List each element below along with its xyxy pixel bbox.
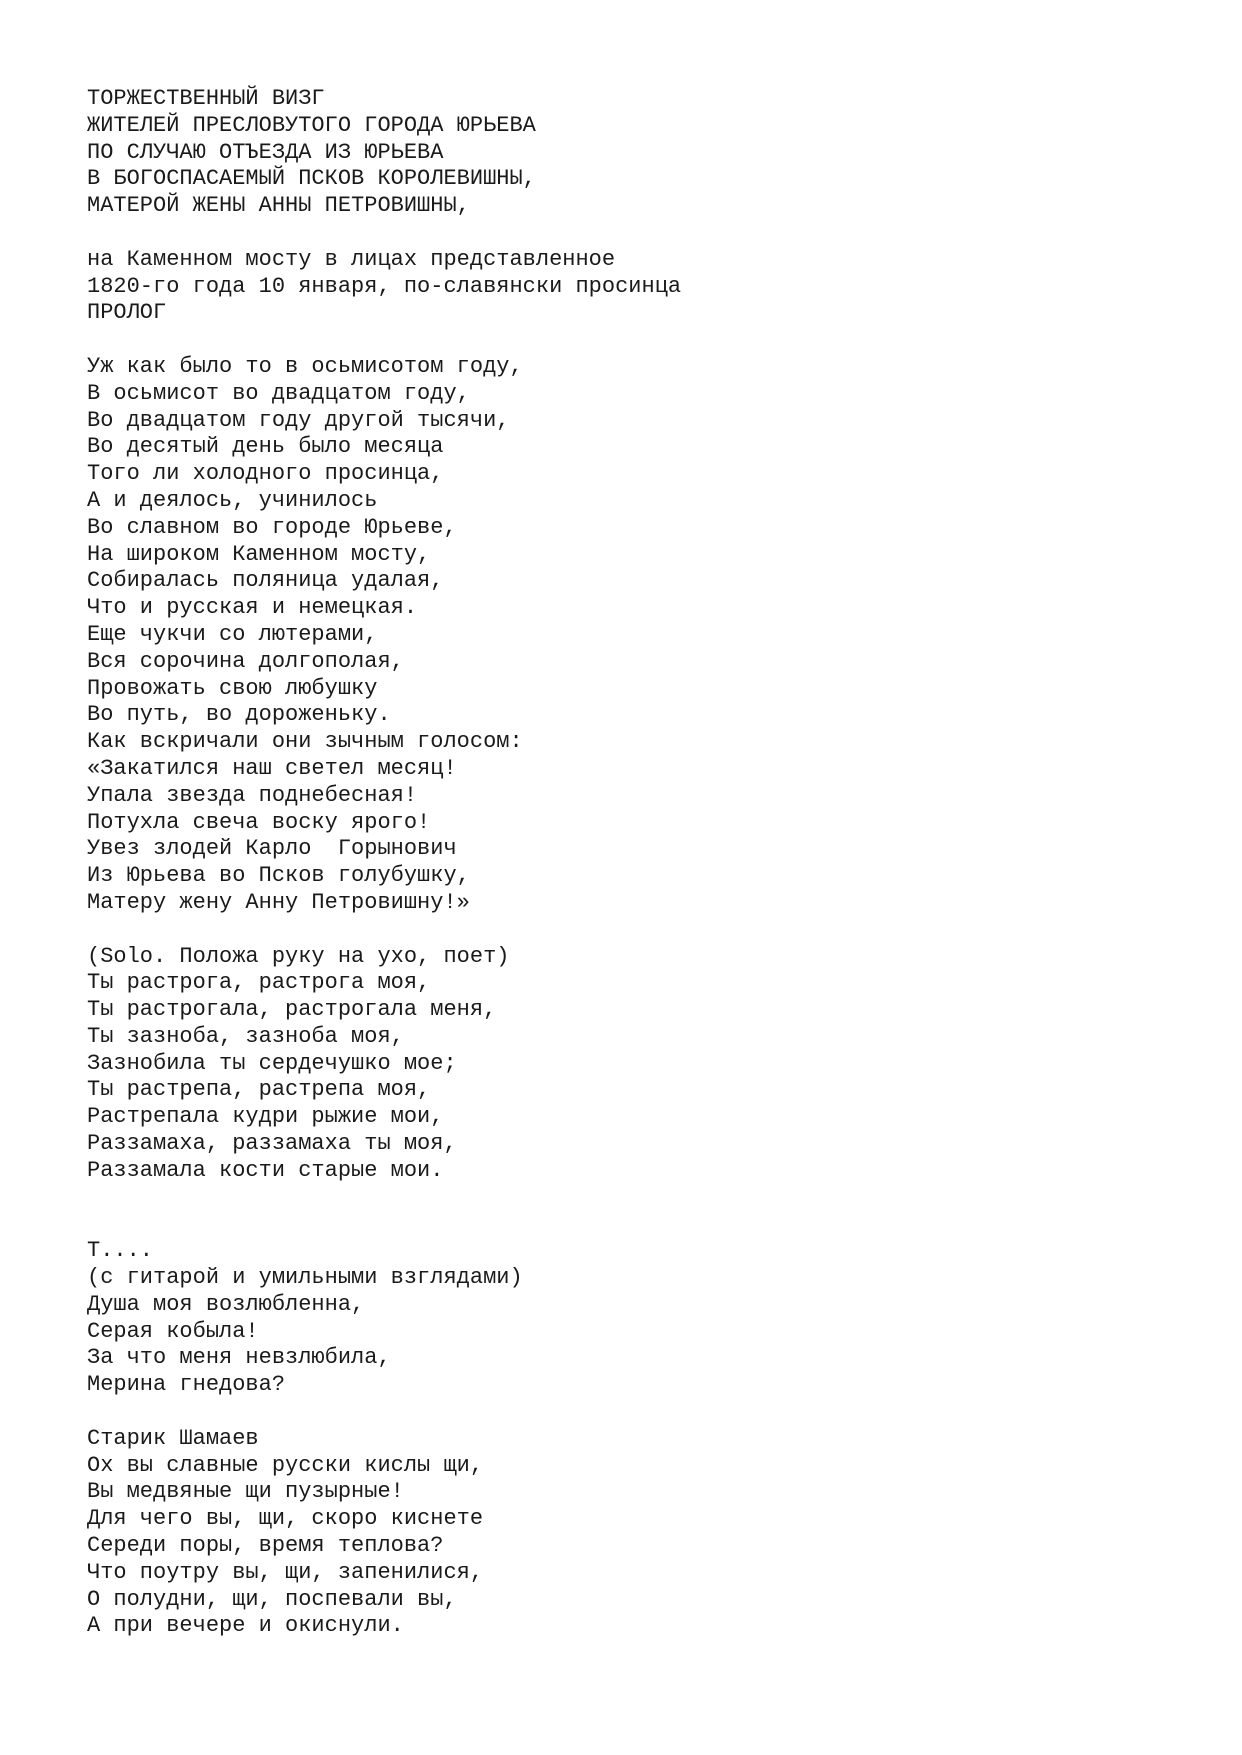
spacer	[87, 220, 1187, 247]
title-line: ЖИТЕЛЕЙ ПРЕСЛОВУТОГО ГОРОДА ЮРЬЕВА	[87, 112, 536, 138]
verse-line: Собиралась поляница удалая,	[87, 568, 444, 594]
subtitle-line: на Каменном мосту в лицах представленное	[87, 246, 616, 272]
speaker-name: Старик Шамаев	[87, 1425, 259, 1451]
title-line: В БОГОСПАСАЕМЫЙ ПСКОВ КОРОЛЕВИШНЫ,	[87, 166, 536, 192]
verse-line: Растрепала кудри рыжие мои,	[87, 1104, 444, 1130]
subtitle-line: 1820-го года 10 января, по-славянски просинца	[87, 273, 682, 299]
verse-line: Ты зазноба, зазноба моя,	[87, 1023, 404, 1049]
verse-line: А при вечере и окиснули.	[87, 1613, 404, 1639]
verse-line: Во славном во городе Юрьеве,	[87, 514, 457, 540]
verse-line: Что поутру вы, щи, запенилися,	[87, 1559, 484, 1585]
verse-line: Как вскричали они зычным голосом:	[87, 729, 523, 755]
subtitle-block	[87, 247, 1187, 327]
document-text	[87, 86, 1187, 1640]
verse-line: Душа моя возлюбленна,	[87, 1291, 365, 1317]
spacer	[87, 917, 1187, 944]
title-line: ПО СЛУЧАЮ ОТЪЕЗДА ИЗ ЮРЬЕВА	[87, 139, 444, 165]
title-block	[87, 86, 1187, 220]
spacer	[87, 1399, 1187, 1426]
verse-line: Для чего вы, щи, скоро киснете	[87, 1506, 484, 1532]
spacer	[87, 1185, 1187, 1239]
verse-line: Провожать свою любушку	[87, 675, 378, 701]
verse-line: Зазнобила ты сердечушко мое;	[87, 1050, 457, 1076]
verse-line: Ты растрогала, растрогала меня,	[87, 997, 497, 1023]
verse-line: Из Юрьева во Псков голубушку,	[87, 863, 470, 889]
verse-line: На широком Каменном мосту,	[87, 541, 431, 567]
prologue-stanza	[87, 354, 1187, 917]
verse-line: Вся сорочина долгополая,	[87, 648, 404, 674]
verse-line: Ты растрога, растрога моя,	[87, 970, 431, 996]
verse-line: Середи поры, время теплова?	[87, 1533, 444, 1559]
verse-line: Во двадцатом году другой тысячи,	[87, 407, 510, 433]
verse-line: В осьмисот во двадцатом году,	[87, 380, 470, 406]
title-line: ТОРЖЕСТВЕННЫЙ ВИЗГ	[87, 86, 325, 111]
verse-line: Что и русская и немецкая.	[87, 595, 418, 621]
verse-line: Ты растрепа, растрепа моя,	[87, 1077, 431, 1103]
speaker-name: Т....	[87, 1238, 154, 1264]
verse-line: Вы медвяные щи пузырные!	[87, 1479, 404, 1505]
title-line: МАТЕРОЙ ЖЕНЫ АННЫ ПЕТРОВИШНЫ,	[87, 193, 470, 219]
verse-line: Во десятый день было месяца	[87, 434, 444, 460]
verse-line: Раззамала кости старые мои.	[87, 1157, 444, 1183]
verse-line: А и деялось, учинилось	[87, 487, 378, 513]
verse-line: Мерина гнедова?	[87, 1372, 286, 1398]
verse-line: «Закатился наш светел месяц!	[87, 755, 457, 781]
verse-line: Во путь, во дороженьку.	[87, 702, 391, 728]
verse-line: Ох вы славные русски кислы щи,	[87, 1452, 484, 1478]
verse-line: Того ли холодного просинца,	[87, 461, 444, 487]
verse-line: Раззамаха, раззамаха ты моя,	[87, 1131, 457, 1157]
verse-line: Уж как было то в осьмисотом году,	[87, 353, 523, 379]
verse-line: За что меня невзлюбила,	[87, 1345, 391, 1371]
stage-direction: (Solo. Положа руку на ухо, поет)	[87, 943, 510, 969]
verse-line: Потухла свеча воску ярого!	[87, 809, 431, 835]
verse-line: Матеру жену Анну Петровишну!»	[87, 889, 470, 915]
shamaev-stanza	[87, 1426, 1187, 1640]
t-stanza	[87, 1238, 1187, 1399]
verse-line: Еще чукчи со лютерами,	[87, 621, 378, 647]
verse-line: Серая кобыла!	[87, 1318, 259, 1344]
section-heading: ПРОЛОГ	[87, 300, 167, 326]
verse-line: Увез злодей Карло Горынович	[87, 836, 457, 862]
stage-direction: (с гитарой и умильными взглядами)	[87, 1265, 523, 1291]
solo-stanza	[87, 944, 1187, 1185]
verse-line: О полудни, щи, поспевали вы,	[87, 1586, 457, 1612]
verse-line: Упала звезда поднебесная!	[87, 782, 418, 808]
spacer	[87, 327, 1187, 354]
